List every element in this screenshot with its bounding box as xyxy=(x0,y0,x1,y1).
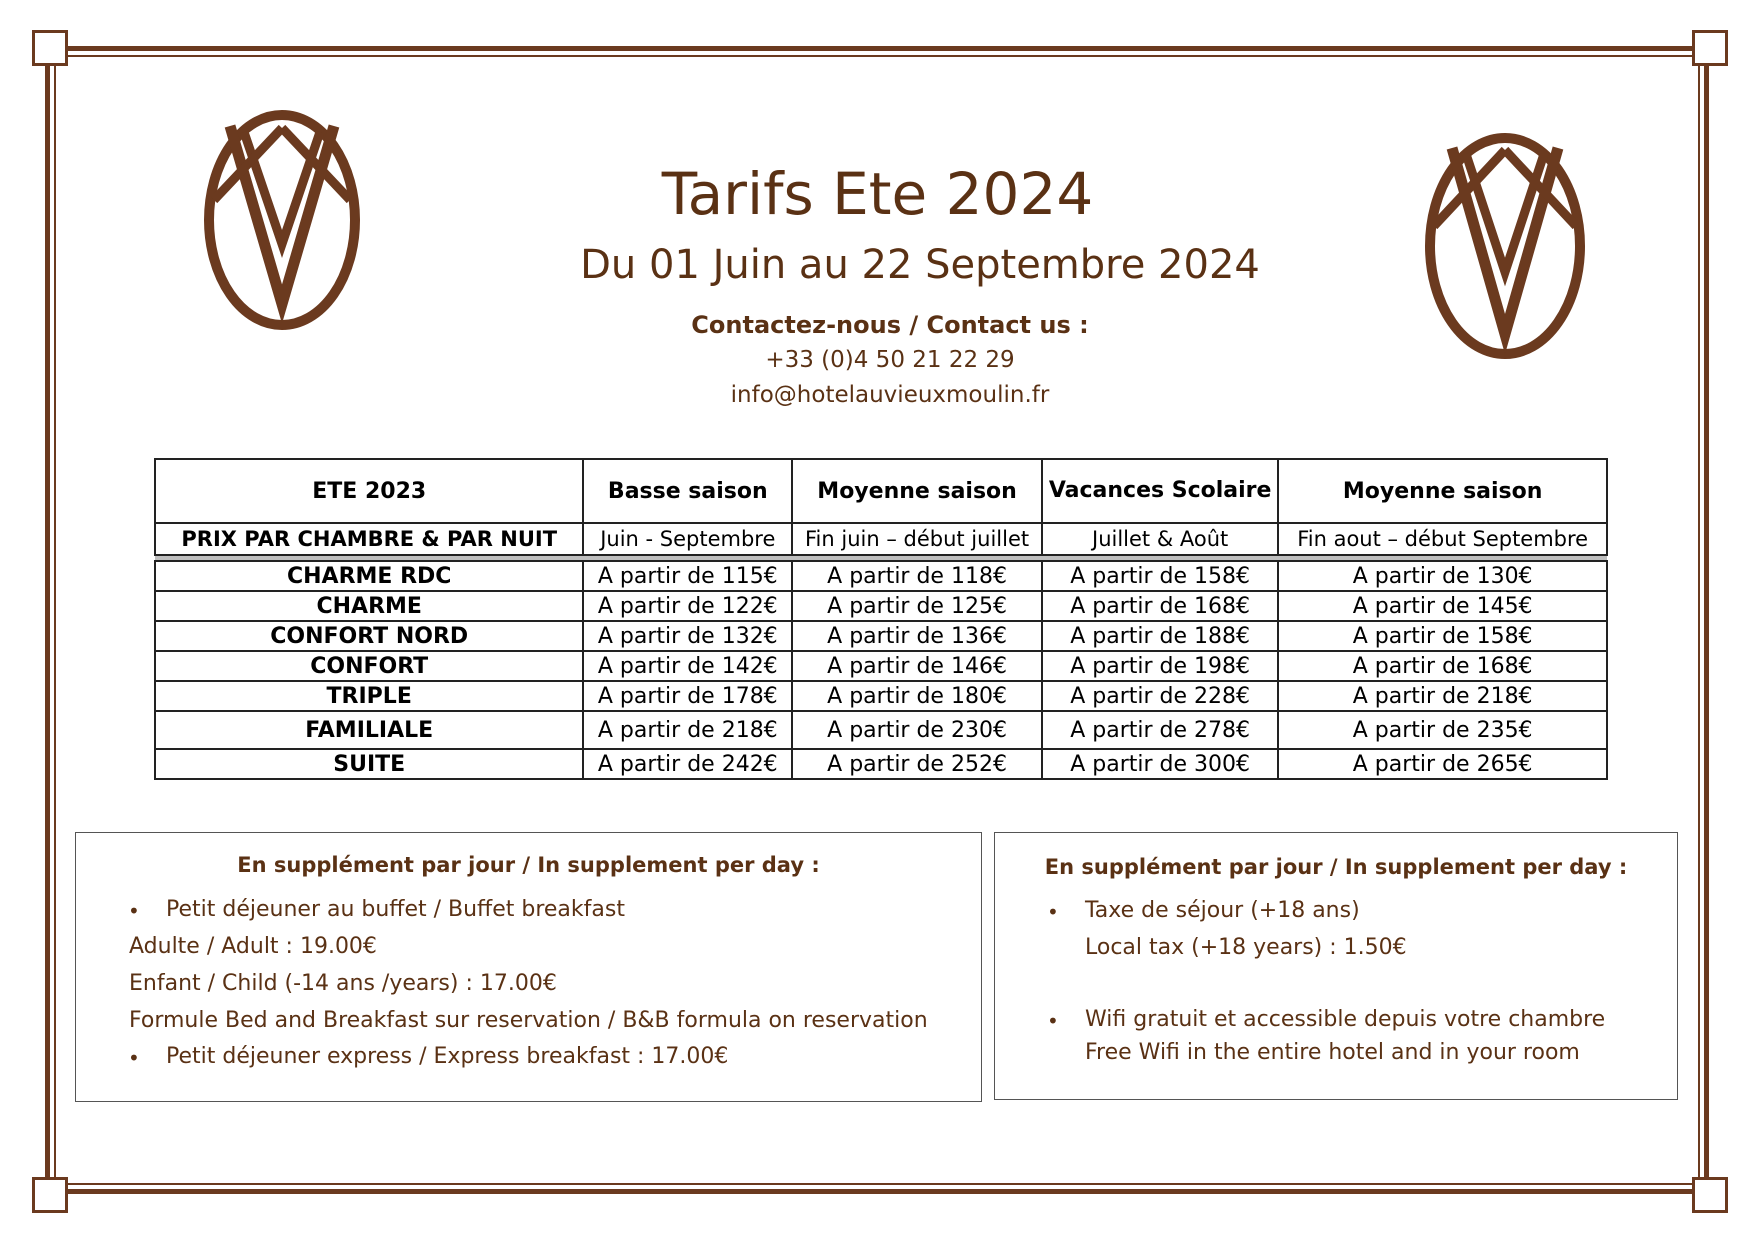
header-cell: Vacances Scolaire xyxy=(1042,459,1278,523)
price-cell: A partir de 168€ xyxy=(1042,591,1278,621)
header-cell: ETE 2023 xyxy=(155,459,583,523)
date-range: Du 01 Juin au 22 Septembre 2024 xyxy=(580,242,1260,288)
room-type: CHARME RDC xyxy=(155,561,583,591)
price-cell: A partir de 228€ xyxy=(1042,681,1278,711)
supplement-title: En supplément par jour / In supplement per day : xyxy=(1044,855,1628,879)
room-type: CONFORT NORD xyxy=(155,621,583,651)
wifi-fr: Wifi gratuit et accessible depuis votre chambre xyxy=(1085,1007,1606,1032)
bullet-icon: • xyxy=(128,1046,140,1070)
price-cell: A partir de 158€ xyxy=(1278,621,1607,651)
price-cell: A partir de 218€ xyxy=(1278,681,1607,711)
price-cell: A partir de 235€ xyxy=(1278,711,1607,749)
table-row xyxy=(155,749,1607,779)
price-cell: A partir de 122€ xyxy=(583,591,792,621)
price-cell: A partir de 188€ xyxy=(1042,621,1278,651)
frame-corner-bottom-left xyxy=(32,1177,68,1213)
frame-corner-top-right xyxy=(1692,30,1728,66)
price-cell: A partir de 265€ xyxy=(1278,749,1607,779)
price-cell: A partir de 252€ xyxy=(792,749,1042,779)
adult-price: Adulte / Adult : 19.00€ xyxy=(129,934,377,959)
table-row xyxy=(155,621,1607,651)
contact-email: info@hotelauvieuxmoulin.fr xyxy=(730,382,1050,408)
price-cell: A partir de 115€ xyxy=(583,561,792,591)
price-cell: A partir de 132€ xyxy=(583,621,792,651)
room-type: FAMILIALE xyxy=(155,711,583,749)
price-cell: A partir de 178€ xyxy=(583,681,792,711)
header-cell: Moyenne saison xyxy=(792,459,1042,523)
table-row xyxy=(155,561,1607,591)
room-type: SUITE xyxy=(155,749,583,779)
period-cell: Fin aout – début Septembre xyxy=(1278,523,1607,555)
period-cell: PRIX PAR CHAMBRE & PAR NUIT xyxy=(155,523,583,555)
bullet-icon: • xyxy=(128,899,140,923)
price-cell: A partir de 278€ xyxy=(1042,711,1278,749)
table-row xyxy=(155,591,1607,621)
bullet-icon: • xyxy=(1047,1009,1059,1033)
supplement-title: En supplément par jour / In supplement per day : xyxy=(237,853,820,877)
period-cell: Juillet & Août xyxy=(1042,523,1278,555)
price-cell: A partir de 158€ xyxy=(1042,561,1278,591)
period-cell: Fin juin – début juillet xyxy=(792,523,1042,555)
bnb-formula: Formule Bed and Breakfast sur reservation / B&B formula on reservation xyxy=(129,1008,928,1033)
price-cell: A partir de 125€ xyxy=(792,591,1042,621)
header-cell: Moyenne saison xyxy=(1278,459,1607,523)
bullet-icon: • xyxy=(1047,900,1059,924)
frame-corner-bottom-right xyxy=(1692,1177,1728,1213)
rates-table xyxy=(154,458,1608,780)
contact-heading: Contactez-nous / Contact us : xyxy=(691,311,1089,339)
price-cell: A partir de 218€ xyxy=(583,711,792,749)
table-row xyxy=(155,711,1607,749)
wifi-en: Free Wifi in the entire hotel and in your room xyxy=(1085,1040,1580,1065)
supplement-box-tax-wifi xyxy=(994,832,1678,1100)
price-cell: A partir de 145€ xyxy=(1278,591,1607,621)
breakfast-buffet: Petit déjeuner au buffet / Buffet breakfast xyxy=(166,897,625,922)
price-cell: A partir de 130€ xyxy=(1278,561,1607,591)
price-cell: A partir de 118€ xyxy=(792,561,1042,591)
price-cell: A partir de 136€ xyxy=(792,621,1042,651)
table-period-row xyxy=(155,523,1607,555)
supplement-box-breakfast xyxy=(75,832,982,1102)
table-row xyxy=(155,651,1607,681)
child-price: Enfant / Child (-14 ans /years) : 17.00€ xyxy=(129,971,557,996)
room-type: CONFORT xyxy=(155,651,583,681)
page-title: Tarifs Ete 2024 xyxy=(661,160,1094,228)
header-cell: Basse saison xyxy=(583,459,792,523)
price-cell: A partir de 242€ xyxy=(583,749,792,779)
price-cell: A partir de 146€ xyxy=(792,651,1042,681)
contact-phone: +33 (0)4 50 21 22 29 xyxy=(765,347,1015,373)
room-type: TRIPLE xyxy=(155,681,583,711)
tourist-tax-fr: Taxe de séjour (+18 ans) xyxy=(1085,898,1360,923)
table-row xyxy=(155,681,1607,711)
table-header-row xyxy=(155,459,1607,523)
price-cell: A partir de 230€ xyxy=(792,711,1042,749)
price-cell: A partir de 168€ xyxy=(1278,651,1607,681)
tourist-tax-en: Local tax (+18 years) : 1.50€ xyxy=(1085,935,1407,960)
price-cell: A partir de 180€ xyxy=(792,681,1042,711)
price-cell: A partir de 300€ xyxy=(1042,749,1278,779)
room-type: CHARME xyxy=(155,591,583,621)
price-cell: A partir de 142€ xyxy=(583,651,792,681)
period-cell: Juin - Septembre xyxy=(583,523,792,555)
frame-corner-top-left xyxy=(32,30,68,66)
express-breakfast: Petit déjeuner express / Express breakfast : 17.00€ xyxy=(166,1044,729,1069)
price-cell: A partir de 198€ xyxy=(1042,651,1278,681)
